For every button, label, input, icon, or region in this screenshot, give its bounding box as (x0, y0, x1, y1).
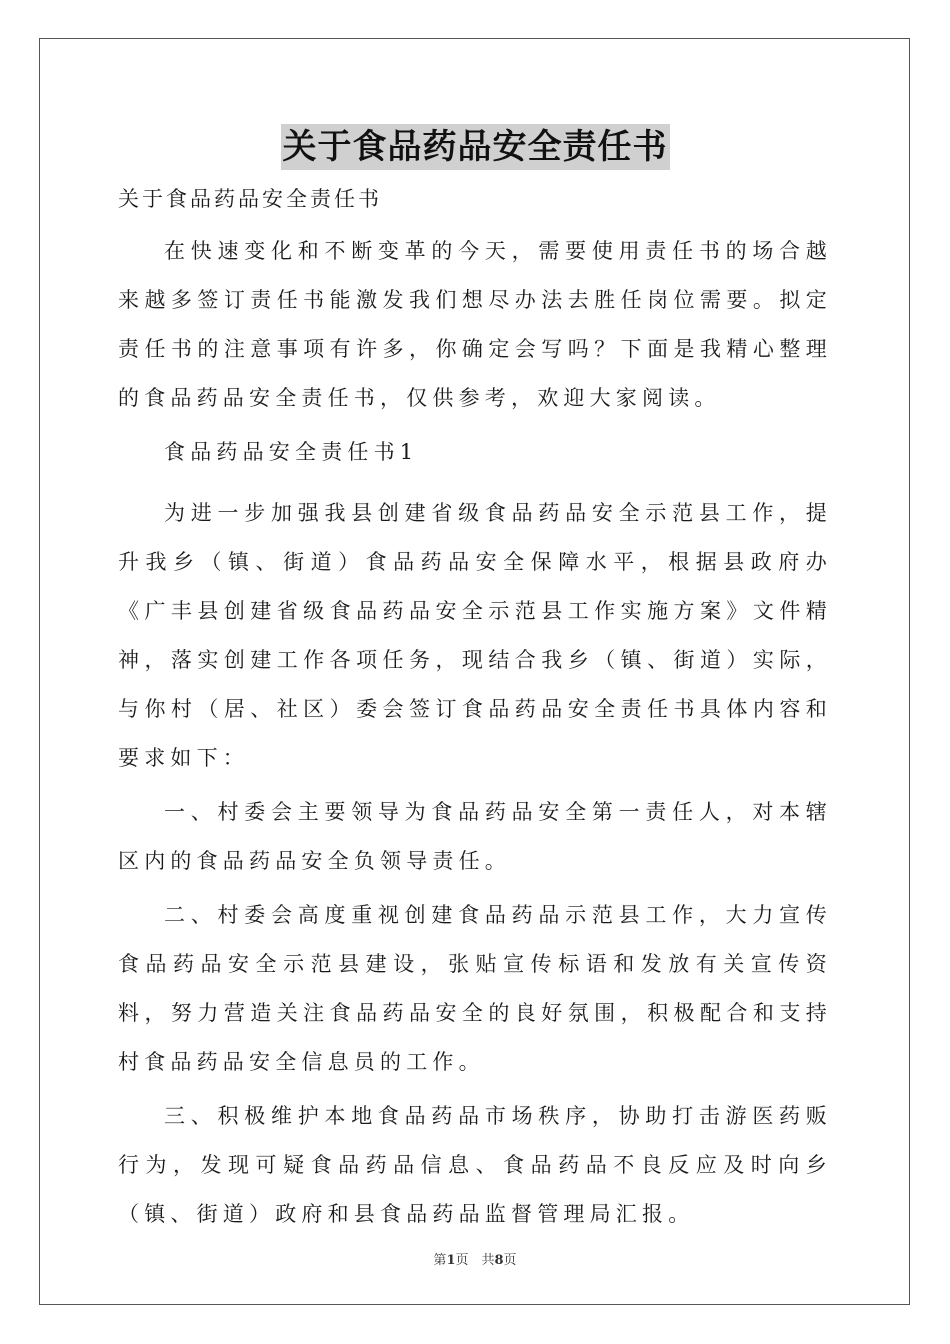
clause-three: 三、积极维护本地食品药品市场秩序，协助打击游医药贩行为，发现可疑食品药品信息、食品药品不良反应及时向乡（镇、街道）政府和县食品药品监督管理局汇报。 (118, 1104, 832, 1226)
page-footer (0, 1249, 950, 1268)
total-page-number: 8 (494, 1253, 504, 1268)
current-page-number: 1 (446, 1253, 456, 1268)
footer-prefix: 第 (433, 1253, 447, 1268)
document-title: 关于食品药品安全责任书 (281, 124, 670, 170)
clause-two: 二、村委会高度重视创建食品药品示范县工作，大力宣传食品药品安全示范县建设，张贴宣传标语和发放有关宣传资料，努力营造关注食品药品安全的良好氛围，积极配合和支持村食品药品安全信息员的工作。 (118, 903, 832, 1074)
section-heading: 食品药品安全责任书1 (164, 440, 419, 464)
footer-suffix: 页 (503, 1253, 517, 1268)
body-paragraph: 为进一步加强我县创建省级食品药品安全示范县工作，提升我乡（镇、街道）食品药品安全保障水平，根据县政府办《广丰县创建省级食品药品安全示范县工作实施方案》文件精神，落实创建工作各项任务，现结合我乡（镇、街道）实际，与你村（居、社区）委会签订食品药品安全责任书具体内容和要求如下： (118, 501, 832, 770)
document-body (118, 182, 832, 1244)
document-subtitle: 关于食品药品安全责任书 (118, 187, 382, 211)
footer-mid: 页 共 (455, 1253, 495, 1268)
intro-paragraph: 在快速变化和不断变革的今天，需要使用责任书的场合越来越多签订责任书能激发我们想尽办法去胜任岗位需要。拟定责任书的注意事项有许多，你确定会写吗？下面是我精心整理的食品药品安全责任书，仅供参考，欢迎大家阅读。 (118, 239, 832, 410)
title-container (0, 124, 950, 170)
clause-one: 一、村委会主要领导为食品药品安全第一责任人，对本辖区内的食品药品安全负领导责任。 (118, 800, 832, 873)
